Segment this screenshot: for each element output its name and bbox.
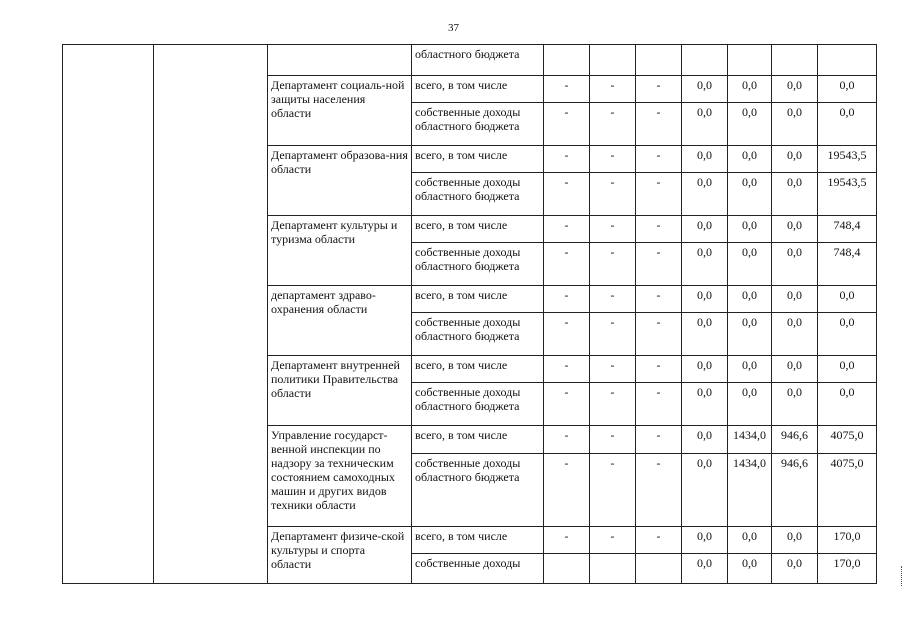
value-cell: 0,0 [772,286,818,313]
value-cell: 0,0 [682,173,728,216]
value-cell: 0,0 [818,286,877,313]
value-cell: 0,0 [772,173,818,216]
value-cell: - [590,527,636,554]
source-cell: собственные доходы областного бюджета [412,454,544,527]
budget-table [62,44,877,584]
value-cell: 1434,0 [728,454,772,527]
blank-column-cell [63,45,154,584]
value-cell: 0,0 [728,527,772,554]
value-cell: 0,0 [772,76,818,103]
value-cell: 0,0 [728,173,772,216]
margin-mark [901,566,904,586]
source-cell: всего, в том числе [412,216,544,243]
value-cell: 0,0 [728,286,772,313]
value-cell: 946,6 [772,426,818,454]
value-cell: 0,0 [682,527,728,554]
value-cell [590,554,636,584]
value-cell [544,45,590,76]
value-cell: 0,0 [682,554,728,584]
value-cell: 0,0 [728,103,772,146]
value-cell: - [590,76,636,103]
value-cell: - [544,527,590,554]
source-cell: собственные доходы областного бюджета [412,173,544,216]
department-name: Управление государст-венной инспекции по надзору за техническим состоянием самоходных машин и других видов техники области [268,426,412,527]
value-cell [728,45,772,76]
source-cell: всего, в том числе [412,76,544,103]
value-cell: 4075,0 [818,454,877,527]
value-cell: 0,0 [772,554,818,584]
value-cell: - [636,426,682,454]
value-cell [682,45,728,76]
value-cell: - [590,286,636,313]
dept-cell [268,45,412,76]
table-row [63,45,877,76]
value-cell: - [544,173,590,216]
source-cell: собственные доходы областного бюджета [412,383,544,426]
value-cell: - [636,286,682,313]
value-cell: - [636,527,682,554]
page-number: 37 [448,22,459,34]
source-cell: всего, в том числе [412,286,544,313]
department-name: департамент здраво-охранения области [268,286,412,356]
value-cell: 0,0 [818,76,877,103]
value-cell: 0,0 [818,313,877,356]
value-cell: - [590,454,636,527]
value-cell: 170,0 [818,527,877,554]
value-cell: 170,0 [818,554,877,584]
value-cell: - [636,313,682,356]
source-cell: всего, в том числе [412,146,544,173]
value-cell: - [636,383,682,426]
value-cell: 1434,0 [728,426,772,454]
blank-column-cell [154,45,268,584]
value-cell: 0,0 [772,383,818,426]
value-cell: - [636,173,682,216]
value-cell: 748,4 [818,216,877,243]
value-cell: 4075,0 [818,426,877,454]
source-cell: собственные доходы областного бюджета [412,313,544,356]
value-cell: 0,0 [772,103,818,146]
value-cell: - [636,356,682,383]
value-cell [636,45,682,76]
value-cell [636,554,682,584]
value-cell: 0,0 [682,313,728,356]
value-cell: 0,0 [818,356,877,383]
value-cell: - [544,216,590,243]
value-cell: 0,0 [728,383,772,426]
value-cell: - [590,173,636,216]
source-cell: всего, в том числе [412,527,544,554]
value-cell: 0,0 [728,243,772,286]
value-cell: 0,0 [818,383,877,426]
value-cell: 0,0 [682,243,728,286]
value-cell: - [544,103,590,146]
value-cell: 0,0 [772,313,818,356]
value-cell: - [544,286,590,313]
value-cell: - [636,146,682,173]
value-cell: - [544,146,590,173]
value-cell: - [636,243,682,286]
value-cell: 0,0 [682,216,728,243]
value-cell: - [590,383,636,426]
value-cell: - [544,383,590,426]
value-cell: - [636,76,682,103]
value-cell: 0,0 [728,76,772,103]
value-cell: 0,0 [772,216,818,243]
value-cell [590,45,636,76]
value-cell: 19543,5 [818,173,877,216]
value-cell: - [544,243,590,286]
source-cell: всего, в том числе [412,356,544,383]
value-cell: - [590,426,636,454]
value-cell: 0,0 [682,146,728,173]
value-cell: 946,6 [772,454,818,527]
value-cell: 0,0 [682,383,728,426]
value-cell: 0,0 [818,103,877,146]
value-cell: 0,0 [728,146,772,173]
value-cell: - [590,356,636,383]
value-cell: 748,4 [818,243,877,286]
value-cell: - [590,146,636,173]
value-cell: - [590,243,636,286]
value-cell: 0,0 [682,286,728,313]
value-cell: 0,0 [728,216,772,243]
value-cell [772,45,818,76]
value-cell [544,554,590,584]
value-cell: 0,0 [682,103,728,146]
department-name: Департамент социаль-ной защиты населения области [268,76,412,146]
department-name: Департамент образова-ния области [268,146,412,216]
value-cell: - [544,426,590,454]
value-cell: - [636,103,682,146]
value-cell: - [544,76,590,103]
source-cell: собственные доходы областного бюджета [412,103,544,146]
value-cell: 0,0 [682,76,728,103]
value-cell: 0,0 [772,356,818,383]
value-cell: 0,0 [728,554,772,584]
value-cell: 19543,5 [818,146,877,173]
source-cell: собственные доходы областного бюджета [412,243,544,286]
value-cell: - [590,103,636,146]
source-cell: всего, в том числе [412,426,544,454]
value-cell: 0,0 [728,313,772,356]
value-cell: - [544,454,590,527]
table-body [63,45,877,584]
value-cell: 0,0 [682,426,728,454]
value-cell: 0,0 [682,454,728,527]
value-cell: - [544,356,590,383]
department-name: Департамент культуры и туризма области [268,216,412,286]
value-cell: - [590,216,636,243]
value-cell: 0,0 [772,243,818,286]
source-cell: областного бюджета [412,45,544,76]
value-cell: 0,0 [728,356,772,383]
value-cell: - [636,454,682,527]
value-cell: - [636,216,682,243]
value-cell: 0,0 [772,146,818,173]
value-cell: - [590,313,636,356]
value-cell: 0,0 [682,356,728,383]
value-cell: 0,0 [772,527,818,554]
source-cell: собственные доходы [412,554,544,584]
value-cell [818,45,877,76]
value-cell: - [544,313,590,356]
department-name: Департамент физиче-ской культуры и спорта области [268,527,412,584]
department-name: Департамент внутренней политики Правительства области [268,356,412,426]
